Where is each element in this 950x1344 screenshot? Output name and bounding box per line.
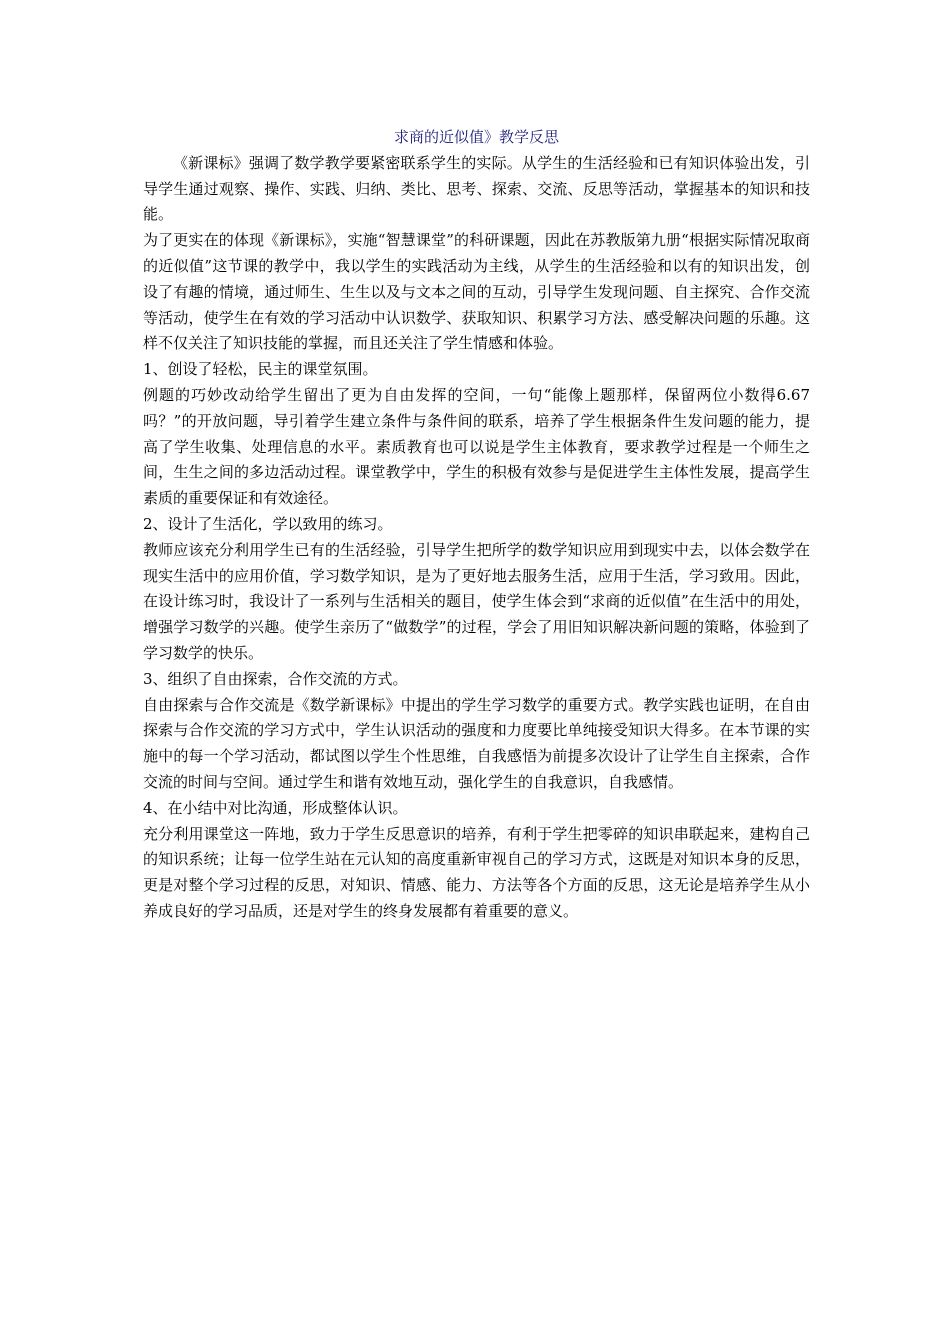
paragraph-section-2: 教师应该充分利用学生已有的生活经验，引导学生把所学的数学知识应用到现实中去，以体会数学在现实生活中的应用价值，学习数学知识，是为了更好地去服务生活，应用于生活，学习致用。因此，在设计练习时，我设计了一系列与生活相关的题目，使学生体会到“求商的近似值”在生活中的用处，增强学习数学的兴趣。使学生亲历了“做数学”的过程，学会了用旧知识解决新问题的策略，体验到了学习数学的快乐。 [143,540,810,662]
document-title: 求商的近似值》教学反思 [393,128,559,146]
paragraph-intro: 《新课标》强调了数学教学要紧密联系学生的实际。从学生的生活经验和已有知识体验出发，引导学生通过观察、操作、实践、归纳、类比、思考、探索、交流、反思等活动，掌握基本的知识和技能。 [143,153,810,224]
document-body [143,151,810,925]
section-heading-1: 1、创设了轻松，民主的课堂氛围。 [143,360,378,379]
paragraph-section-1: 例题的巧妙改动给学生留出了更为自由发挥的空间，一句“能像上题那样，保留两位小数得6.67吗？”的开放问题，导引着学生建立条件与条件间的联系，培养了学生根据条件生发问题的能力，提高了学生收集、处理信息的水平。素质教育也可以说是学生主体教育，要求教学过程是一个师生之间，生生之间的多边活动过程。课堂教学中，学生的积极有效参与是促进学生主体性发展，提高学生素质的重要保证和有效途径。 [143,385,810,508]
paragraph-section-3: 自由探索与合作交流是《数学新课标》中提出的学生学习数学的重要方式。教学实践也证明，在自由探索与合作交流的学习方式中，学生认识活动的强度和力度要比单纯接受知识大得多。在本节课的实施中的每一个学习活动，都试图以学生个性思维，自我感悟为前提多次设计了让学生自主探索，合作交流的时间与空间。通过学生和谐有效地互动，强化学生的自我意识，自我感情。 [143,695,810,791]
document-page [143,125,810,925]
paragraph-section-4: 充分利用课堂这一阵地，致力于学生反思意识的培养，有利于学生把零碎的知识串联起来，建构自己的知识系统；让每一位学生站在元认知的高度重新审视自己的学习方式，这既是对知识本身的反思，更是对整个学习过程的反思，对知识、情感、能力、方法等各个方面的反思，这无论是培养学生从小养成良好的学习品质，还是对学生的终身发展都有着重要的意义。 [143,824,810,920]
section-heading-4: 4、在小结中对比沟通，形成整体认识。 [143,798,408,817]
section-heading-2: 2、设计了生活化，学以致用的练习。 [143,514,393,533]
paragraph-context: 为了更实在的体现《新课标》，实施“智慧课堂”的科研课题，因此在苏教版第九册“根据实际情况取商的近似值”这节课的教学中，我以学生的实践活动为主线，从学生的生活经验和以有的知识出发，创设了有趣的情境，通过师生、生生以及与文本之间的互动，引导学生发现问题、自主探究、合作交流等活动，使学生在有效的学习活动中认识数学、获取知识、积累学习方法、感受解决问题的乐趣。这样不仅关注了知识技能的掌握，而且还关注了学生情感和体验。 [143,231,810,353]
section-heading-3: 3、组织了自由探索，合作交流的方式。 [143,669,408,688]
